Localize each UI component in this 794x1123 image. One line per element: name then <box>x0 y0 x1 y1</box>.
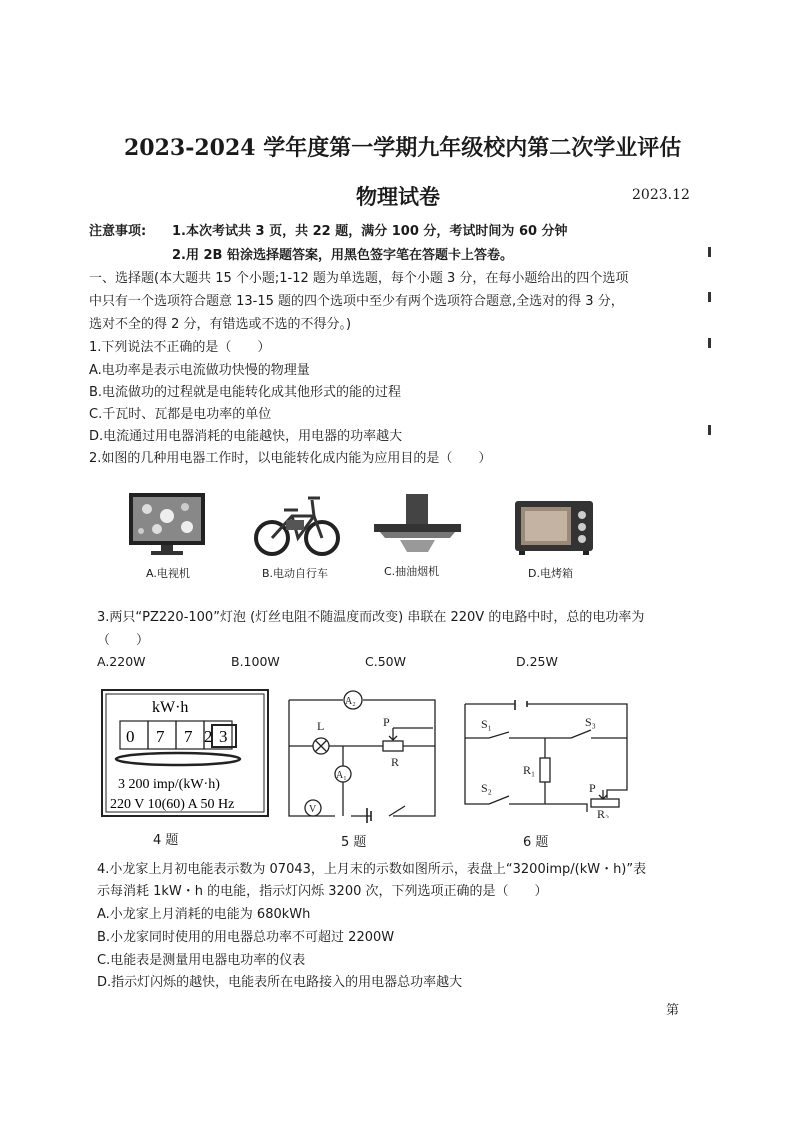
q2-caption-d: D.电烤箱 <box>528 567 573 580</box>
r2-label: R₂ <box>597 807 610 818</box>
page-number-label: 第 <box>666 1003 680 1018</box>
meter-rating-2: 220 V 10(60) A 50 Hz <box>110 797 235 812</box>
exam-subtitle: 物理试卷 <box>356 184 440 209</box>
lamp-label: L <box>317 719 325 733</box>
notice-item-1: 1.本次考试共 3 页，共 22 题，满分 100 分，考试时间为 60 分钟 <box>172 224 568 239</box>
scan-mark <box>708 338 711 348</box>
q1-option-d: D.电流通过用电器消耗的电能越快，用电器的功率越大 <box>89 429 403 444</box>
q4-option-a: A.小龙家上月消耗的电能为 680kWh <box>97 907 311 922</box>
meter-digit-2: 7 <box>156 727 165 746</box>
q4-stem-line-1: 4.小龙家上月初电能表示数为 07043，上月末的示数如图所示，表盘上“3200imp/(kW・h)”表 <box>97 862 647 877</box>
meter-unit: kW·h <box>152 699 189 716</box>
q4-option-b: B.小龙家同时使用的用电器总功率不可超过 2200W <box>97 930 395 945</box>
meter-digit-1: 0 <box>126 727 135 746</box>
figure-6-caption: 6 题 <box>523 835 549 850</box>
a2-label: A₂ <box>345 696 356 707</box>
range-hood-image <box>370 490 465 556</box>
exam-date: 2023.12 <box>632 187 690 203</box>
scan-mark <box>708 292 711 302</box>
q2-caption-a: A.电视机 <box>146 567 190 580</box>
energy-meter-figure <box>100 688 270 818</box>
q3-option-a: A.220W <box>97 654 146 669</box>
circuit-5-figure <box>283 688 443 823</box>
section-intro-line-3: 选对不全的得 2 分，有错选或不选的不得分。) <box>89 317 352 332</box>
notice-item-2: 2.用 2B 铅涂选择题答案，用黑色签字笔在答题卡上答卷。 <box>172 248 513 263</box>
meter-rating-1: 3 200 imp/(kW·h) <box>118 777 220 792</box>
scan-mark <box>708 425 711 435</box>
q3-option-c: C.50W <box>365 654 406 669</box>
scan-mark <box>708 247 711 257</box>
q3-stem-line-2: （ ） <box>97 633 150 648</box>
meter-digit-4: 2 <box>204 727 213 746</box>
meter-digit-5: 3 <box>219 727 228 746</box>
meter-digit-3: 7 <box>184 727 193 746</box>
q3-option-b: B.100W <box>231 654 280 669</box>
rheostat-r-label: R <box>391 755 400 769</box>
q4-option-c: C.电能表是测量用电器电功率的仪表 <box>97 953 306 968</box>
q1-option-b: B.电流做功的过程就是电能转化成其他形式的能的过程 <box>89 385 402 400</box>
q1-stem: 1.下列说法不正确的是（ ） <box>89 340 271 355</box>
a1-label: A₁ <box>336 770 347 781</box>
figure-4-caption: 4 题 <box>153 833 179 848</box>
s2-label: S₂ <box>481 781 492 795</box>
q2-stem: 2.如图的几种用电器工作时，以电能转化成内能为应用目的是（ ） <box>89 451 492 466</box>
q3-stem-line-1: 3.两只“PZ220-100”灯泡 (灯丝电阻不随温度而改变) 串联在 220V 的电路中时，总的电功率为 <box>97 610 645 625</box>
q1-option-a: A.电功率是表示电流做功快慢的物理量 <box>89 363 310 378</box>
slider-p-label-6: P <box>589 781 596 795</box>
exam-title: 2023-2024 学年度第一学期九年级校内第二次学业评估 <box>124 135 682 161</box>
q4-option-d: D.指示灯闪烁的越快，电能表所在电路接入的用电器总功率越大 <box>97 975 463 990</box>
notice-label: 注意事项: <box>89 224 147 239</box>
s1-label: S₁ <box>481 717 492 731</box>
slider-p-label: P <box>383 715 390 729</box>
q3-option-d: D.25W <box>516 654 558 669</box>
q1-option-c: C.千瓦时、瓦都是电功率的单位 <box>89 407 272 422</box>
oven-image <box>513 497 595 557</box>
section-intro-line-2: 中只有一个选项符合题意 13-15 题的四个选项中至少有两个选项符合题意,全选对的得 3 分， <box>89 294 624 309</box>
q4-stem-line-2: 示每消耗 1kW・h 的电能，指示灯闪烁 3200 次，下列选项正确的是（ ） <box>97 884 548 899</box>
q2-caption-b: B.电动自行车 <box>262 567 329 580</box>
figure-5-caption: 5 题 <box>341 835 367 850</box>
section-intro-line-1: 一、选择题(本大题共 15 个小题;1-12 题为单选题，每个小题 3 分，在每小题给出的四个选项 <box>89 271 629 286</box>
voltmeter-label: V <box>309 804 317 815</box>
s3-label: S₃ <box>585 715 596 729</box>
tv-image <box>127 491 207 557</box>
circuit-6-figure <box>461 700 631 818</box>
r1-label: R₁ <box>523 763 536 777</box>
electric-bike-image <box>254 490 340 558</box>
q2-caption-c: C.抽油烟机 <box>384 565 440 578</box>
